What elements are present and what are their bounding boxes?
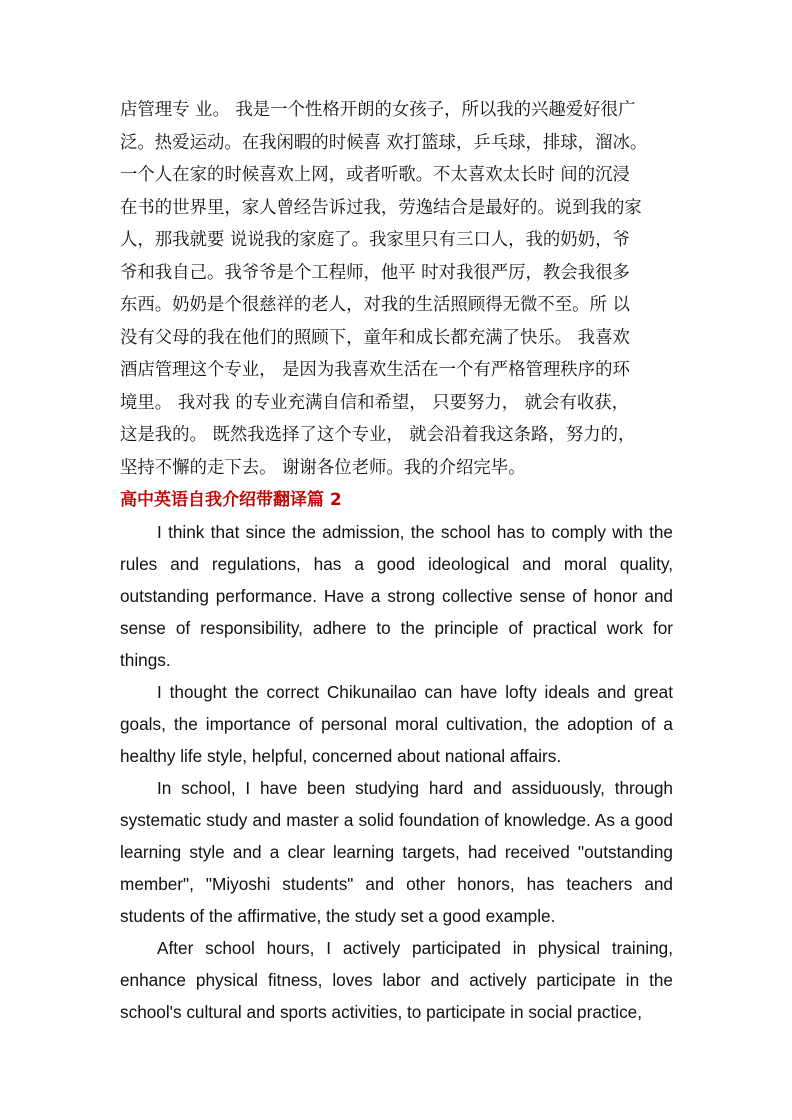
chinese-intro-text [120, 94, 673, 484]
english-paragraph: I think that since the admission, the school has to comply with the rules and regulations, has a good ideological and moral quality, outstanding performance. Have a strong collective sense of honor and sense of responsibility, adhere to the principle of practical work for things. [120, 522, 673, 670]
chinese-text-line: 酒店管理这个专业， 是因为我喜欢生活在一个有严格管理秩序的环 [120, 360, 630, 380]
chinese-text-line: 一个人在家的时候喜欢上网，或者听歌。不太喜欢太长时 间的沉浸 [120, 165, 630, 185]
english-paragraph: After school hours, I actively participated in physical training, enhance physical fitness, loves labor and actively participate in the school's cultural and sports activities, to participate in social practice, [120, 938, 673, 1022]
chinese-text-line: 这是我的。 既然我选择了这个专业， 就会沿着我这条路，努力的， [120, 425, 636, 445]
chinese-text-line: 坚持不懈的走下去。 谢谢各位老师。我的介绍完毕。 [120, 457, 526, 478]
chinese-text-line: 爷和我自己。我爷爷是个工程师，他平 时对我很严厉，教会我很多 [120, 262, 630, 283]
document-page [120, 94, 673, 1028]
chinese-text-line: 境里。 我对我 的专业充满自信和希望， 只要努力， 就会有收获， [120, 392, 630, 413]
chinese-text-line: 店管理专 业。 我是一个性格开朗的女孩子，所以我的兴趣爱好很广 [120, 100, 636, 120]
chinese-text-line: 在书的世界里，家人曾经告诉过我，劳逸结合是最好的。说到我的家 [120, 197, 642, 218]
english-paragraph: In school, I have been studying hard and assiduously, through systematic study and master a solid foundation of knowledge. As a good learning style and a clear learning targets, had received "outstanding member", "Miyoshi students" and other honors, has teachers and students of the affirmative, the study set a good example. [120, 778, 673, 926]
section-heading: 高中英语自我介绍带翻译篇 2 [120, 490, 342, 510]
chinese-text-line: 人，那我就要 说说我的家庭了。我家里只有三口人，我的奶奶，爷 [120, 230, 630, 250]
english-paragraph: I thought the correct Chikunailao can have lofty ideals and great goals, the importance of personal moral cultivation, the adoption of a healthy life style, helpful, concerned about national affairs. [120, 682, 673, 766]
chinese-text-line: 没有父母的我在他们的照顾下，童年和成长都充满了快乐。 我喜欢 [120, 327, 630, 348]
chinese-text-line: 东西。奶奶是个很慈祥的老人，对我的生活照顾得无微不至。所 以 [120, 295, 630, 315]
chinese-text-line: 泛。热爱运动。在我闲暇的时候喜 欢打篮球，乒乓球，排球，溜冰。 [120, 132, 648, 153]
